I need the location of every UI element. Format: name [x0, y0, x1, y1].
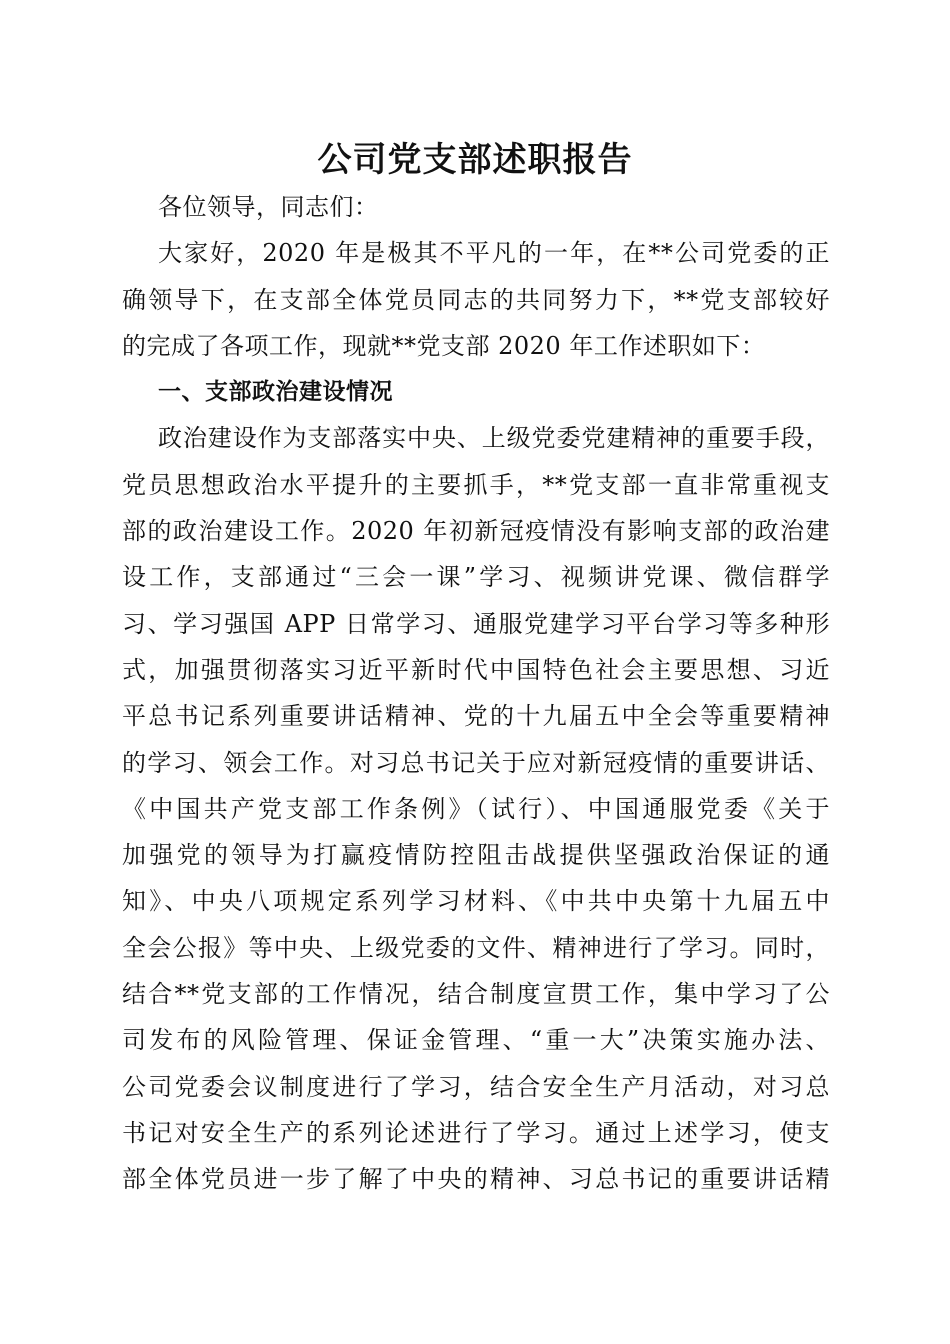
paragraph-line: 部全体党员进一步了解了中央的精神、习总书记的重要讲话精: [122, 1165, 830, 1194]
paragraph-line: 的学习、领会工作。对习总书记关于应对新冠疫情的重要讲话、: [122, 748, 830, 777]
paragraph-line: 《中国共产党支部工作条例》（试行）、中国通服党委《关于: [122, 794, 830, 823]
intro-line: 确领导下，在支部全体党员同志的共同努力下，**党支部较好: [122, 285, 830, 314]
paragraph-line: 平总书记系列重要讲话精神、党的十九届五中全会等重要精神: [122, 702, 830, 731]
paragraph-line: 结合**党支部的工作情况，结合制度宣贯工作，集中学习了公: [122, 980, 830, 1009]
paragraph-line: 习、学习强国 APP 日常学习、通服党建学习平台学习等多种形: [122, 609, 830, 638]
intro-line: 的完成了各项工作，现就**党支部 2020 年工作述职如下：: [122, 331, 766, 360]
document-title: 公司党支部述职报告: [317, 140, 633, 180]
section-heading: 一、支部政治建设情况: [158, 379, 393, 406]
paragraph-line: 知》、中央八项规定系列学习材料、《中共中央第十九届五中: [122, 887, 830, 916]
paragraph-line: 全会公报》等中央、上级党委的文件、精神进行了学习。同时，: [122, 933, 830, 962]
paragraph-line: 设工作，支部通过“三会一课”学习、视频讲党课、微信群学: [122, 563, 830, 592]
paragraph-line: 党员思想政治水平提升的主要抓手，**党支部一直非常重视支: [122, 470, 830, 499]
paragraph-line: 公司党委会议制度进行了学习，结合安全生产月活动，对习总: [122, 1072, 830, 1101]
paragraph-line: 式，加强贯彻落实习近平新时代中国特色社会主要思想、习近: [122, 655, 830, 684]
paragraph-line: 书记对安全生产的系列论述进行了学习。通过上述学习，使支: [122, 1118, 830, 1147]
intro-line: 大家好，2020 年是极其不平凡的一年，在**公司党委的正: [158, 239, 830, 268]
salutation: 各位领导，同志们：: [158, 193, 379, 221]
paragraph-line: 部的政治建设工作。2020 年初新冠疫情没有影响支部的政治建: [122, 517, 830, 546]
document-body: [122, 184, 830, 1203]
paragraph-line: 政治建设作为支部落实中央、上级党委党建精神的重要手段，: [158, 424, 830, 453]
paragraph-line: 司发布的风险管理、保证金管理、“重一大”决策实施办法、: [122, 1026, 830, 1055]
paragraph-line: 加强党的领导为打赢疫情防控阻击战提供坚强政治保证的通: [122, 841, 830, 870]
